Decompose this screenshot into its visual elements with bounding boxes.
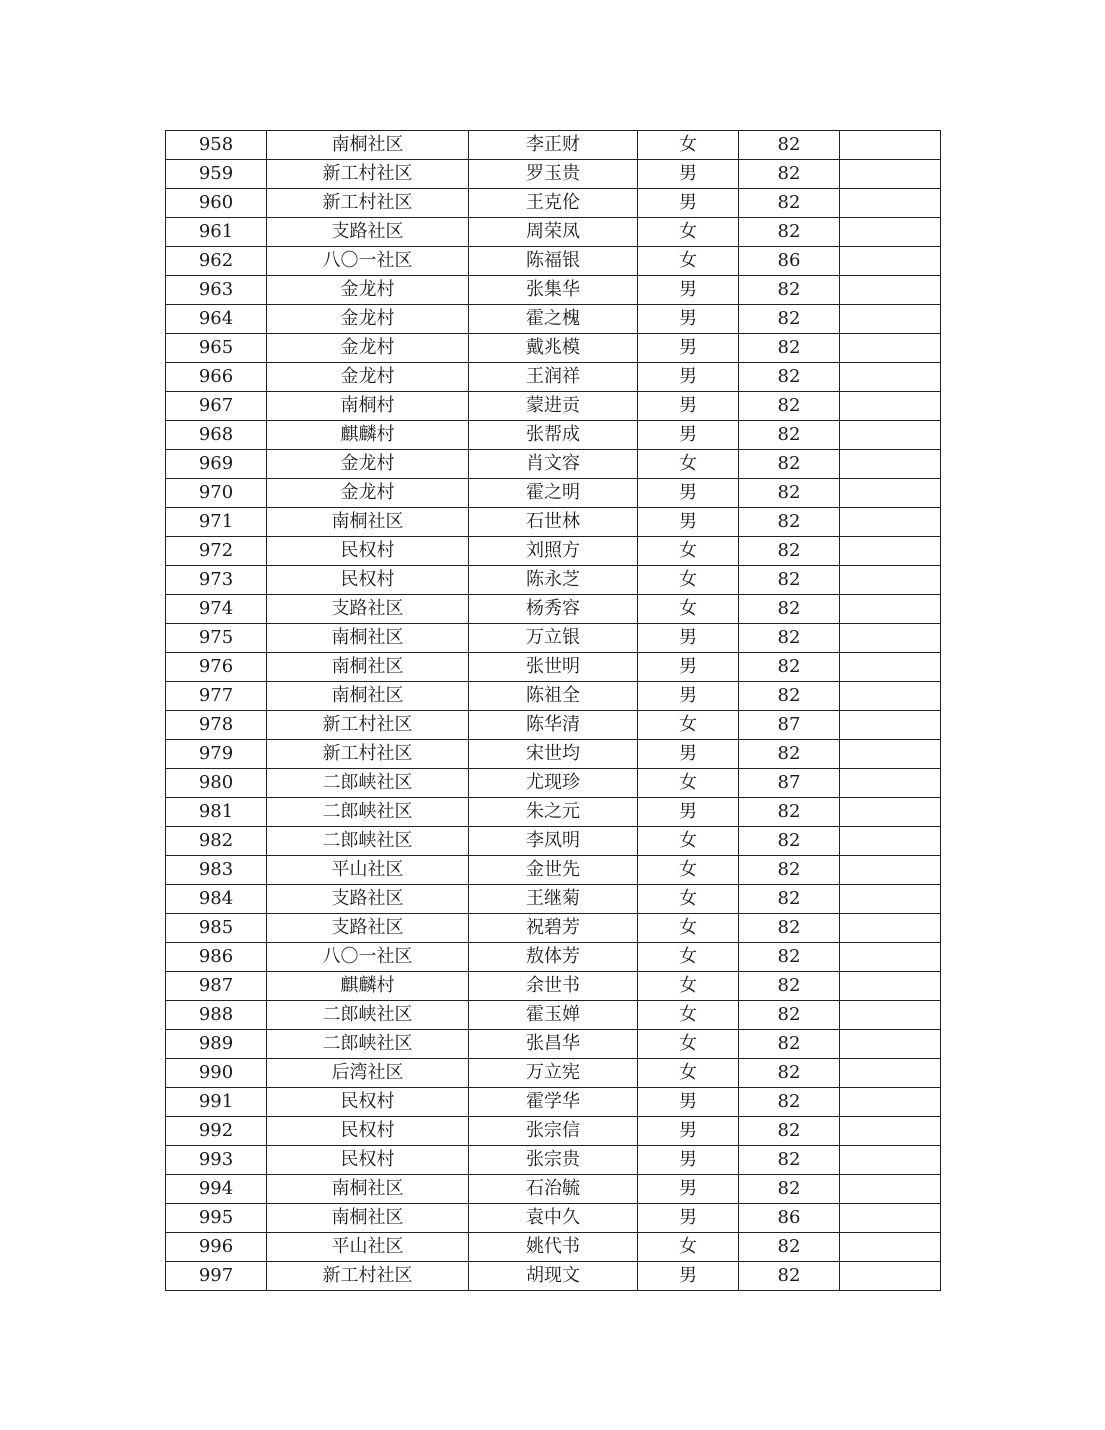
age-cell: 82 [739, 189, 840, 218]
gender-cell: 女 [638, 247, 739, 276]
gender-cell: 女 [638, 1030, 739, 1059]
gender-cell: 男 [638, 653, 739, 682]
table-row [166, 595, 941, 624]
name-cell: 张宗信 [469, 1117, 638, 1146]
table-row [166, 943, 941, 972]
serial-number-cell: 974 [166, 595, 267, 624]
age-cell: 82 [739, 798, 840, 827]
note-cell [840, 1146, 941, 1175]
note-cell [840, 1088, 941, 1117]
name-cell: 罗玉贵 [469, 160, 638, 189]
community-cell: 二郎峡社区 [267, 769, 469, 798]
serial-number-cell: 992 [166, 1117, 267, 1146]
serial-number-cell: 995 [166, 1204, 267, 1233]
community-cell: 南桐社区 [267, 653, 469, 682]
age-cell: 82 [739, 131, 840, 160]
age-cell: 82 [739, 624, 840, 653]
roster-table [165, 130, 941, 1291]
note-cell [840, 537, 941, 566]
note-cell [840, 653, 941, 682]
serial-number-cell: 960 [166, 189, 267, 218]
note-cell [840, 276, 941, 305]
note-cell [840, 189, 941, 218]
serial-number-cell: 964 [166, 305, 267, 334]
gender-cell: 男 [638, 1175, 739, 1204]
name-cell: 王继菊 [469, 885, 638, 914]
gender-cell: 男 [638, 1146, 739, 1175]
table-row [166, 1262, 941, 1291]
age-cell: 82 [739, 1175, 840, 1204]
name-cell: 石治毓 [469, 1175, 638, 1204]
gender-cell: 女 [638, 943, 739, 972]
serial-number-cell: 989 [166, 1030, 267, 1059]
serial-number-cell: 969 [166, 450, 267, 479]
serial-number-cell: 958 [166, 131, 267, 160]
community-cell: 南桐社区 [267, 1175, 469, 1204]
table-row [166, 1001, 941, 1030]
community-cell: 支路社区 [267, 885, 469, 914]
gender-cell: 女 [638, 537, 739, 566]
note-cell [840, 1233, 941, 1262]
name-cell: 张昌华 [469, 1030, 638, 1059]
name-cell: 蒙进贡 [469, 392, 638, 421]
note-cell [840, 798, 941, 827]
age-cell: 82 [739, 1030, 840, 1059]
gender-cell: 女 [638, 131, 739, 160]
serial-number-cell: 990 [166, 1059, 267, 1088]
age-cell: 82 [739, 1059, 840, 1088]
name-cell: 刘照方 [469, 537, 638, 566]
name-cell: 万立宪 [469, 1059, 638, 1088]
community-cell: 支路社区 [267, 595, 469, 624]
gender-cell: 男 [638, 160, 739, 189]
table-row [166, 1059, 941, 1088]
gender-cell: 女 [638, 1233, 739, 1262]
gender-cell: 男 [638, 1117, 739, 1146]
name-cell: 肖文容 [469, 450, 638, 479]
gender-cell: 男 [638, 363, 739, 392]
serial-number-cell: 987 [166, 972, 267, 1001]
table-row [166, 653, 941, 682]
gender-cell: 男 [638, 421, 739, 450]
name-cell: 李凤明 [469, 827, 638, 856]
table-row [166, 479, 941, 508]
table-row [166, 972, 941, 1001]
note-cell [840, 305, 941, 334]
community-cell: 支路社区 [267, 914, 469, 943]
table-row [166, 1146, 941, 1175]
age-cell: 82 [739, 363, 840, 392]
community-cell: 金龙村 [267, 479, 469, 508]
table-row [166, 682, 941, 711]
age-cell: 87 [739, 711, 840, 740]
note-cell [840, 1059, 941, 1088]
note-cell [840, 1030, 941, 1059]
roster-table-body [166, 131, 941, 1291]
note-cell [840, 711, 941, 740]
age-cell: 82 [739, 508, 840, 537]
serial-number-cell: 993 [166, 1146, 267, 1175]
name-cell: 姚代书 [469, 1233, 638, 1262]
age-cell: 82 [739, 914, 840, 943]
note-cell [840, 131, 941, 160]
name-cell: 陈永芝 [469, 566, 638, 595]
gender-cell: 男 [638, 189, 739, 218]
name-cell: 霍之明 [469, 479, 638, 508]
table-row [166, 1233, 941, 1262]
note-cell [840, 595, 941, 624]
serial-number-cell: 986 [166, 943, 267, 972]
community-cell: 新工村社区 [267, 160, 469, 189]
age-cell: 82 [739, 653, 840, 682]
gender-cell: 女 [638, 885, 739, 914]
serial-number-cell: 961 [166, 218, 267, 247]
community-cell: 民权村 [267, 537, 469, 566]
name-cell: 张集华 [469, 276, 638, 305]
gender-cell: 男 [638, 1204, 739, 1233]
gender-cell: 男 [638, 334, 739, 363]
age-cell: 82 [739, 1233, 840, 1262]
community-cell: 金龙村 [267, 276, 469, 305]
gender-cell: 男 [638, 740, 739, 769]
community-cell: 新工村社区 [267, 740, 469, 769]
serial-number-cell: 983 [166, 856, 267, 885]
table-row [166, 1175, 941, 1204]
note-cell [840, 1204, 941, 1233]
community-cell: 二郎峡社区 [267, 827, 469, 856]
community-cell: 南桐社区 [267, 1204, 469, 1233]
age-cell: 82 [739, 392, 840, 421]
name-cell: 张宗贵 [469, 1146, 638, 1175]
serial-number-cell: 973 [166, 566, 267, 595]
serial-number-cell: 962 [166, 247, 267, 276]
note-cell [840, 218, 941, 247]
gender-cell: 女 [638, 595, 739, 624]
gender-cell: 女 [638, 566, 739, 595]
serial-number-cell: 984 [166, 885, 267, 914]
serial-number-cell: 967 [166, 392, 267, 421]
gender-cell: 女 [638, 972, 739, 1001]
note-cell [840, 479, 941, 508]
community-cell: 八〇一社区 [267, 943, 469, 972]
note-cell [840, 885, 941, 914]
table-row [166, 1030, 941, 1059]
age-cell: 82 [739, 1088, 840, 1117]
serial-number-cell: 968 [166, 421, 267, 450]
serial-number-cell: 994 [166, 1175, 267, 1204]
gender-cell: 女 [638, 218, 739, 247]
age-cell: 82 [739, 1117, 840, 1146]
serial-number-cell: 985 [166, 914, 267, 943]
community-cell: 后湾社区 [267, 1059, 469, 1088]
community-cell: 二郎峡社区 [267, 1001, 469, 1030]
table-row [166, 160, 941, 189]
note-cell [840, 334, 941, 363]
gender-cell: 女 [638, 769, 739, 798]
table-row [166, 218, 941, 247]
community-cell: 民权村 [267, 1146, 469, 1175]
gender-cell: 女 [638, 450, 739, 479]
table-row [166, 305, 941, 334]
age-cell: 82 [739, 943, 840, 972]
name-cell: 王克伦 [469, 189, 638, 218]
serial-number-cell: 997 [166, 1262, 267, 1291]
gender-cell: 女 [638, 1059, 739, 1088]
community-cell: 金龙村 [267, 334, 469, 363]
table-row [166, 276, 941, 305]
gender-cell: 男 [638, 1088, 739, 1117]
gender-cell: 女 [638, 711, 739, 740]
gender-cell: 男 [638, 624, 739, 653]
serial-number-cell: 959 [166, 160, 267, 189]
serial-number-cell: 978 [166, 711, 267, 740]
name-cell: 余世书 [469, 972, 638, 1001]
gender-cell: 女 [638, 827, 739, 856]
community-cell: 新工村社区 [267, 711, 469, 740]
serial-number-cell: 971 [166, 508, 267, 537]
name-cell: 袁中久 [469, 1204, 638, 1233]
name-cell: 陈福银 [469, 247, 638, 276]
table-row [166, 1117, 941, 1146]
name-cell: 霍之槐 [469, 305, 638, 334]
table-row [166, 914, 941, 943]
community-cell: 麒麟村 [267, 421, 469, 450]
community-cell: 南桐社区 [267, 131, 469, 160]
community-cell: 平山社区 [267, 856, 469, 885]
table-row [166, 1204, 941, 1233]
community-cell: 南桐社区 [267, 624, 469, 653]
age-cell: 87 [739, 769, 840, 798]
community-cell: 金龙村 [267, 363, 469, 392]
note-cell [840, 740, 941, 769]
gender-cell: 男 [638, 1262, 739, 1291]
community-cell: 麒麟村 [267, 972, 469, 1001]
table-row [166, 131, 941, 160]
name-cell: 张世明 [469, 653, 638, 682]
note-cell [840, 682, 941, 711]
gender-cell: 男 [638, 682, 739, 711]
name-cell: 敖体芳 [469, 943, 638, 972]
serial-number-cell: 972 [166, 537, 267, 566]
note-cell [840, 856, 941, 885]
age-cell: 82 [739, 856, 840, 885]
note-cell [840, 247, 941, 276]
gender-cell: 男 [638, 305, 739, 334]
age-cell: 82 [739, 160, 840, 189]
note-cell [840, 914, 941, 943]
community-cell: 民权村 [267, 1117, 469, 1146]
community-cell: 南桐社区 [267, 508, 469, 537]
serial-number-cell: 982 [166, 827, 267, 856]
gender-cell: 男 [638, 479, 739, 508]
community-cell: 民权村 [267, 1088, 469, 1117]
name-cell: 金世先 [469, 856, 638, 885]
name-cell: 霍学华 [469, 1088, 638, 1117]
serial-number-cell: 965 [166, 334, 267, 363]
serial-number-cell: 977 [166, 682, 267, 711]
age-cell: 82 [739, 595, 840, 624]
age-cell: 86 [739, 247, 840, 276]
name-cell: 朱之元 [469, 798, 638, 827]
age-cell: 82 [739, 972, 840, 1001]
age-cell: 82 [739, 218, 840, 247]
age-cell: 82 [739, 885, 840, 914]
serial-number-cell: 980 [166, 769, 267, 798]
age-cell: 82 [739, 1146, 840, 1175]
note-cell [840, 1117, 941, 1146]
serial-number-cell: 979 [166, 740, 267, 769]
table-row [166, 421, 941, 450]
age-cell: 86 [739, 1204, 840, 1233]
age-cell: 82 [739, 479, 840, 508]
name-cell: 万立银 [469, 624, 638, 653]
serial-number-cell: 970 [166, 479, 267, 508]
serial-number-cell: 996 [166, 1233, 267, 1262]
community-cell: 二郎峡社区 [267, 798, 469, 827]
age-cell: 82 [739, 566, 840, 595]
name-cell: 周荣凤 [469, 218, 638, 247]
note-cell [840, 1175, 941, 1204]
community-cell: 南桐村 [267, 392, 469, 421]
serial-number-cell: 988 [166, 1001, 267, 1030]
age-cell: 82 [739, 450, 840, 479]
name-cell: 胡现文 [469, 1262, 638, 1291]
note-cell [840, 769, 941, 798]
community-cell: 二郎峡社区 [267, 1030, 469, 1059]
serial-number-cell: 976 [166, 653, 267, 682]
table-row [166, 856, 941, 885]
community-cell: 南桐社区 [267, 682, 469, 711]
gender-cell: 男 [638, 508, 739, 537]
table-row [166, 566, 941, 595]
gender-cell: 女 [638, 1001, 739, 1030]
age-cell: 82 [739, 1001, 840, 1030]
serial-number-cell: 991 [166, 1088, 267, 1117]
community-cell: 金龙村 [267, 450, 469, 479]
table-row [166, 334, 941, 363]
name-cell: 霍玉婵 [469, 1001, 638, 1030]
name-cell: 陈祖全 [469, 682, 638, 711]
community-cell: 新工村社区 [267, 1262, 469, 1291]
note-cell [840, 392, 941, 421]
note-cell [840, 450, 941, 479]
gender-cell: 女 [638, 914, 739, 943]
name-cell: 李正财 [469, 131, 638, 160]
table-row [166, 740, 941, 769]
table-row [166, 885, 941, 914]
age-cell: 82 [739, 1262, 840, 1291]
community-cell: 民权村 [267, 566, 469, 595]
note-cell [840, 1001, 941, 1030]
gender-cell: 男 [638, 392, 739, 421]
table-row [166, 508, 941, 537]
gender-cell: 女 [638, 856, 739, 885]
name-cell: 石世林 [469, 508, 638, 537]
name-cell: 尤现珍 [469, 769, 638, 798]
name-cell: 张帮成 [469, 421, 638, 450]
serial-number-cell: 981 [166, 798, 267, 827]
note-cell [840, 827, 941, 856]
table-row [166, 769, 941, 798]
age-cell: 82 [739, 421, 840, 450]
serial-number-cell: 963 [166, 276, 267, 305]
community-cell: 金龙村 [267, 305, 469, 334]
age-cell: 82 [739, 827, 840, 856]
note-cell [840, 972, 941, 1001]
table-row [166, 798, 941, 827]
name-cell: 王润祥 [469, 363, 638, 392]
note-cell [840, 624, 941, 653]
table-row [166, 1088, 941, 1117]
note-cell [840, 566, 941, 595]
community-cell: 支路社区 [267, 218, 469, 247]
note-cell [840, 421, 941, 450]
note-cell [840, 508, 941, 537]
name-cell: 陈华清 [469, 711, 638, 740]
table-row [166, 537, 941, 566]
table-row [166, 827, 941, 856]
table-row [166, 247, 941, 276]
table-row [166, 624, 941, 653]
gender-cell: 男 [638, 798, 739, 827]
name-cell: 杨秀容 [469, 595, 638, 624]
serial-number-cell: 975 [166, 624, 267, 653]
table-row [166, 392, 941, 421]
table-row [166, 450, 941, 479]
table-row [166, 363, 941, 392]
community-cell: 八〇一社区 [267, 247, 469, 276]
note-cell [840, 363, 941, 392]
community-cell: 平山社区 [267, 1233, 469, 1262]
age-cell: 82 [739, 682, 840, 711]
note-cell [840, 943, 941, 972]
name-cell: 戴兆模 [469, 334, 638, 363]
table-row [166, 711, 941, 740]
note-cell [840, 160, 941, 189]
age-cell: 82 [739, 334, 840, 363]
community-cell: 新工村社区 [267, 189, 469, 218]
age-cell: 82 [739, 305, 840, 334]
name-cell: 宋世均 [469, 740, 638, 769]
table-row [166, 189, 941, 218]
name-cell: 祝碧芳 [469, 914, 638, 943]
age-cell: 82 [739, 740, 840, 769]
note-cell [840, 1262, 941, 1291]
age-cell: 82 [739, 537, 840, 566]
age-cell: 82 [739, 276, 840, 305]
serial-number-cell: 966 [166, 363, 267, 392]
gender-cell: 男 [638, 276, 739, 305]
